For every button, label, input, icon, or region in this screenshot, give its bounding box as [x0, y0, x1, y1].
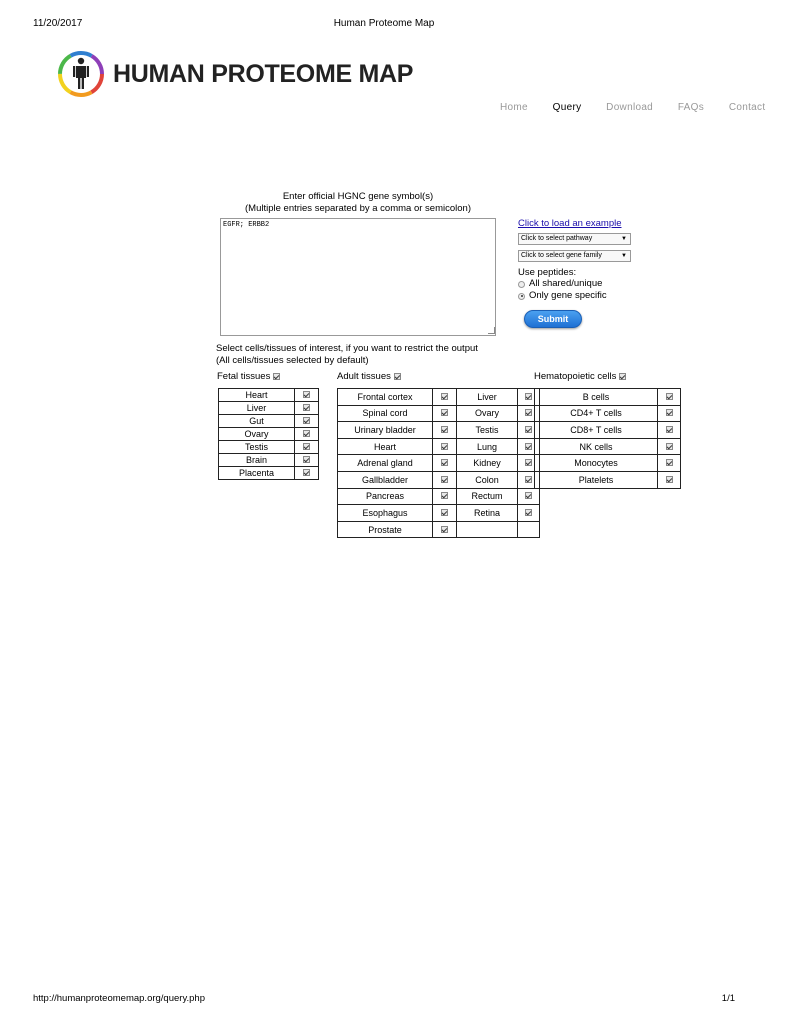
option-shared-row[interactable]	[518, 278, 638, 290]
nav-faqs[interactable]: FAQs	[677, 102, 705, 113]
tissue-checkbox-cell[interactable]	[433, 405, 457, 422]
tissue-checkbox-cell[interactable]	[433, 455, 457, 472]
table-row	[338, 405, 540, 422]
nav-query[interactable]: Query	[552, 102, 582, 113]
restrict-instructions	[216, 343, 478, 367]
tissue-checkbox-cell	[518, 521, 540, 538]
adult-group-title	[337, 371, 401, 382]
fetal-group-title	[217, 371, 280, 382]
human-figure-logo-icon	[57, 50, 105, 98]
tissue-checkbox[interactable]	[441, 409, 448, 416]
tissue-checkbox[interactable]	[303, 391, 310, 398]
dropdown-arrow-icon: ▼	[621, 236, 627, 242]
adult-select-all-checkbox[interactable]	[394, 373, 401, 380]
table-row	[219, 389, 319, 402]
option-shared-label: All shared/unique	[529, 278, 603, 289]
tissue-checkbox[interactable]	[666, 476, 673, 483]
tissue-checkbox[interactable]	[303, 443, 310, 450]
tissue-checkbox[interactable]	[441, 443, 448, 450]
tissue-label: Gallbladder	[338, 471, 433, 488]
tissue-label: Colon	[457, 471, 518, 488]
table-row	[338, 389, 540, 406]
pathway-select-value: Click to select pathway	[521, 235, 593, 242]
restrict-line-2: (All cells/tissues selected by default)	[216, 355, 369, 366]
hema-select-all-checkbox[interactable]	[619, 373, 626, 380]
table-row	[219, 415, 319, 428]
tissue-label: Testis	[219, 441, 295, 454]
gene-symbol-input[interactable]	[220, 218, 496, 336]
tissue-checkbox[interactable]	[303, 430, 310, 437]
table-row	[535, 471, 681, 488]
tissue-label: Heart	[219, 389, 295, 402]
tissue-checkbox[interactable]	[666, 426, 673, 433]
logo-text: HUMAN PROTEOME MAP	[113, 59, 414, 88]
tissue-label: Monocytes	[535, 455, 658, 472]
table-row	[338, 455, 540, 472]
tissue-checkbox[interactable]	[303, 417, 310, 424]
tissue-label	[457, 521, 518, 538]
tissue-label: Spinal cord	[338, 405, 433, 422]
fetal-select-all-checkbox[interactable]	[273, 373, 280, 380]
tissue-label: Brain	[219, 454, 295, 467]
tissue-checkbox-cell[interactable]	[295, 428, 319, 441]
tissue-checkbox-cell[interactable]	[295, 441, 319, 454]
tissue-checkbox[interactable]	[525, 443, 532, 450]
tissue-checkbox[interactable]	[525, 476, 532, 483]
adult-tissues-table	[337, 388, 540, 538]
tissue-checkbox-cell[interactable]	[658, 455, 681, 472]
instruction-line-2: (Multiple entries separated by a comma or semicolon)	[245, 203, 471, 214]
site-logo[interactable]	[57, 49, 413, 99]
adult-title-label: Adult tissues	[337, 371, 391, 382]
tissue-label: CD4+ T cells	[535, 405, 658, 422]
tissue-checkbox[interactable]	[441, 459, 448, 466]
submit-button[interactable]: Submit	[524, 310, 582, 328]
tissue-label: Liver	[457, 389, 518, 406]
dropdown-arrow-icon: ▼	[621, 253, 627, 259]
tissue-label: Pancreas	[338, 488, 433, 505]
tissue-checkbox-cell[interactable]	[433, 505, 457, 522]
tissue-label: NK cells	[535, 438, 658, 455]
tissue-checkbox[interactable]	[441, 526, 448, 533]
pathway-select[interactable]	[518, 233, 631, 245]
tissue-checkbox[interactable]	[666, 443, 673, 450]
radio-shared[interactable]	[518, 281, 525, 288]
tissue-checkbox-cell[interactable]	[295, 454, 319, 467]
restrict-line-1: Select cells/tissues of interest, if you want to restrict the output	[216, 343, 478, 354]
tissue-checkbox[interactable]	[303, 456, 310, 463]
option-specific-row[interactable]	[518, 290, 638, 302]
footer-url: http://humanproteomemap.org/query.php	[33, 993, 205, 1004]
peptides-label: Use peptides:	[518, 267, 577, 278]
table-row	[219, 467, 319, 480]
tissue-checkbox-cell[interactable]	[433, 422, 457, 439]
tissue-label: CD8+ T cells	[535, 422, 658, 439]
tissue-checkbox-cell[interactable]	[433, 488, 457, 505]
tissue-checkbox-cell[interactable]	[658, 422, 681, 439]
table-row	[338, 471, 540, 488]
hema-cells-table	[534, 388, 681, 489]
tissue-checkbox[interactable]	[525, 459, 532, 466]
tissue-label: Esophagus	[338, 505, 433, 522]
radio-specific[interactable]	[518, 293, 525, 300]
nav-home[interactable]: Home	[500, 102, 528, 113]
table-row	[535, 455, 681, 472]
tissue-checkbox-cell[interactable]	[295, 402, 319, 415]
gene-instructions	[220, 191, 496, 215]
table-row	[338, 422, 540, 439]
hema-title-label: Hematopoietic cells	[534, 371, 617, 382]
tissue-label: Platelets	[535, 471, 658, 488]
tissue-checkbox[interactable]	[303, 469, 310, 476]
tissue-checkbox-cell[interactable]	[433, 438, 457, 455]
tissue-checkbox[interactable]	[441, 509, 448, 516]
tissue-checkbox-cell[interactable]	[295, 415, 319, 428]
option-specific-label: Only gene specific	[529, 290, 607, 301]
tissue-checkbox[interactable]	[525, 393, 532, 400]
tissue-label: Placenta	[219, 467, 295, 480]
tissue-checkbox[interactable]	[303, 404, 310, 411]
tissue-checkbox[interactable]	[525, 492, 532, 499]
main-nav	[500, 102, 766, 116]
tissue-label: Ovary	[219, 428, 295, 441]
table-row	[219, 441, 319, 454]
fetal-tissues-table	[218, 388, 319, 480]
tissue-label: Frontal cortex	[338, 389, 433, 406]
tissue-label: Ovary	[457, 405, 518, 422]
tissue-checkbox-cell[interactable]	[658, 389, 681, 406]
nav-contact[interactable]: Contact	[728, 102, 766, 113]
tissue-checkbox-cell[interactable]	[433, 471, 457, 488]
tissue-checkbox[interactable]	[666, 459, 673, 466]
tissue-checkbox[interactable]	[441, 492, 448, 499]
tissue-label: Prostate	[338, 521, 433, 538]
tissue-checkbox-cell[interactable]	[518, 505, 540, 522]
print-footer	[33, 993, 735, 1007]
table-row	[535, 422, 681, 439]
tissue-checkbox-cell[interactable]	[658, 471, 681, 488]
tissue-label: Lung	[457, 438, 518, 455]
table-row	[219, 454, 319, 467]
tissue-checkbox-cell[interactable]	[658, 405, 681, 422]
tissue-checkbox-cell[interactable]	[518, 488, 540, 505]
table-row	[535, 389, 681, 406]
table-row	[338, 521, 540, 538]
table-row	[219, 428, 319, 441]
footer-page-number: 1/1	[721, 993, 735, 1004]
tissue-checkbox[interactable]	[441, 426, 448, 433]
load-example-link[interactable]: Click to load an example	[518, 218, 622, 229]
tissue-checkbox-cell[interactable]	[295, 467, 319, 480]
tissue-label: Heart	[338, 438, 433, 455]
table-row	[338, 438, 540, 455]
gene-family-select-value: Click to select gene family	[521, 252, 602, 259]
table-row	[535, 438, 681, 455]
print-header	[33, 18, 735, 32]
tissue-label: B cells	[535, 389, 658, 406]
gene-family-select[interactable]	[518, 250, 631, 262]
tissue-checkbox[interactable]	[525, 509, 532, 516]
textarea-resize-handle[interactable]	[488, 327, 495, 334]
tissue-checkbox[interactable]	[666, 409, 673, 416]
tissue-checkbox[interactable]	[666, 393, 673, 400]
table-row	[338, 505, 540, 522]
hema-group-title	[534, 371, 626, 382]
tissue-label: Gut	[219, 415, 295, 428]
query-options	[518, 218, 638, 302]
tissue-label: Rectum	[457, 488, 518, 505]
tissue-checkbox-cell[interactable]	[433, 389, 457, 406]
tissue-label: Retina	[457, 505, 518, 522]
table-row	[535, 405, 681, 422]
print-date: 11/20/2017	[33, 18, 83, 29]
table-row	[219, 402, 319, 415]
tissue-label: Testis	[457, 422, 518, 439]
fetal-title-label: Fetal tissues	[217, 371, 271, 382]
nav-download[interactable]: Download	[606, 102, 654, 113]
tissue-label: Adrenal gland	[338, 455, 433, 472]
instruction-line-1: Enter official HGNC gene symbol(s)	[282, 191, 434, 202]
table-row	[338, 488, 540, 505]
tissue-checkbox[interactable]	[441, 393, 448, 400]
tissue-label: Liver	[219, 402, 295, 415]
tissue-checkbox[interactable]	[441, 476, 448, 483]
tissue-checkbox-cell[interactable]	[658, 438, 681, 455]
tissue-checkbox[interactable]	[525, 426, 532, 433]
print-title: Human Proteome Map	[333, 18, 435, 29]
tissue-label: Urinary bladder	[338, 422, 433, 439]
tissue-checkbox[interactable]	[525, 409, 532, 416]
tissue-checkbox-cell[interactable]	[295, 389, 319, 402]
tissue-checkbox-cell[interactable]	[433, 521, 457, 538]
tissue-label: Kidney	[457, 455, 518, 472]
